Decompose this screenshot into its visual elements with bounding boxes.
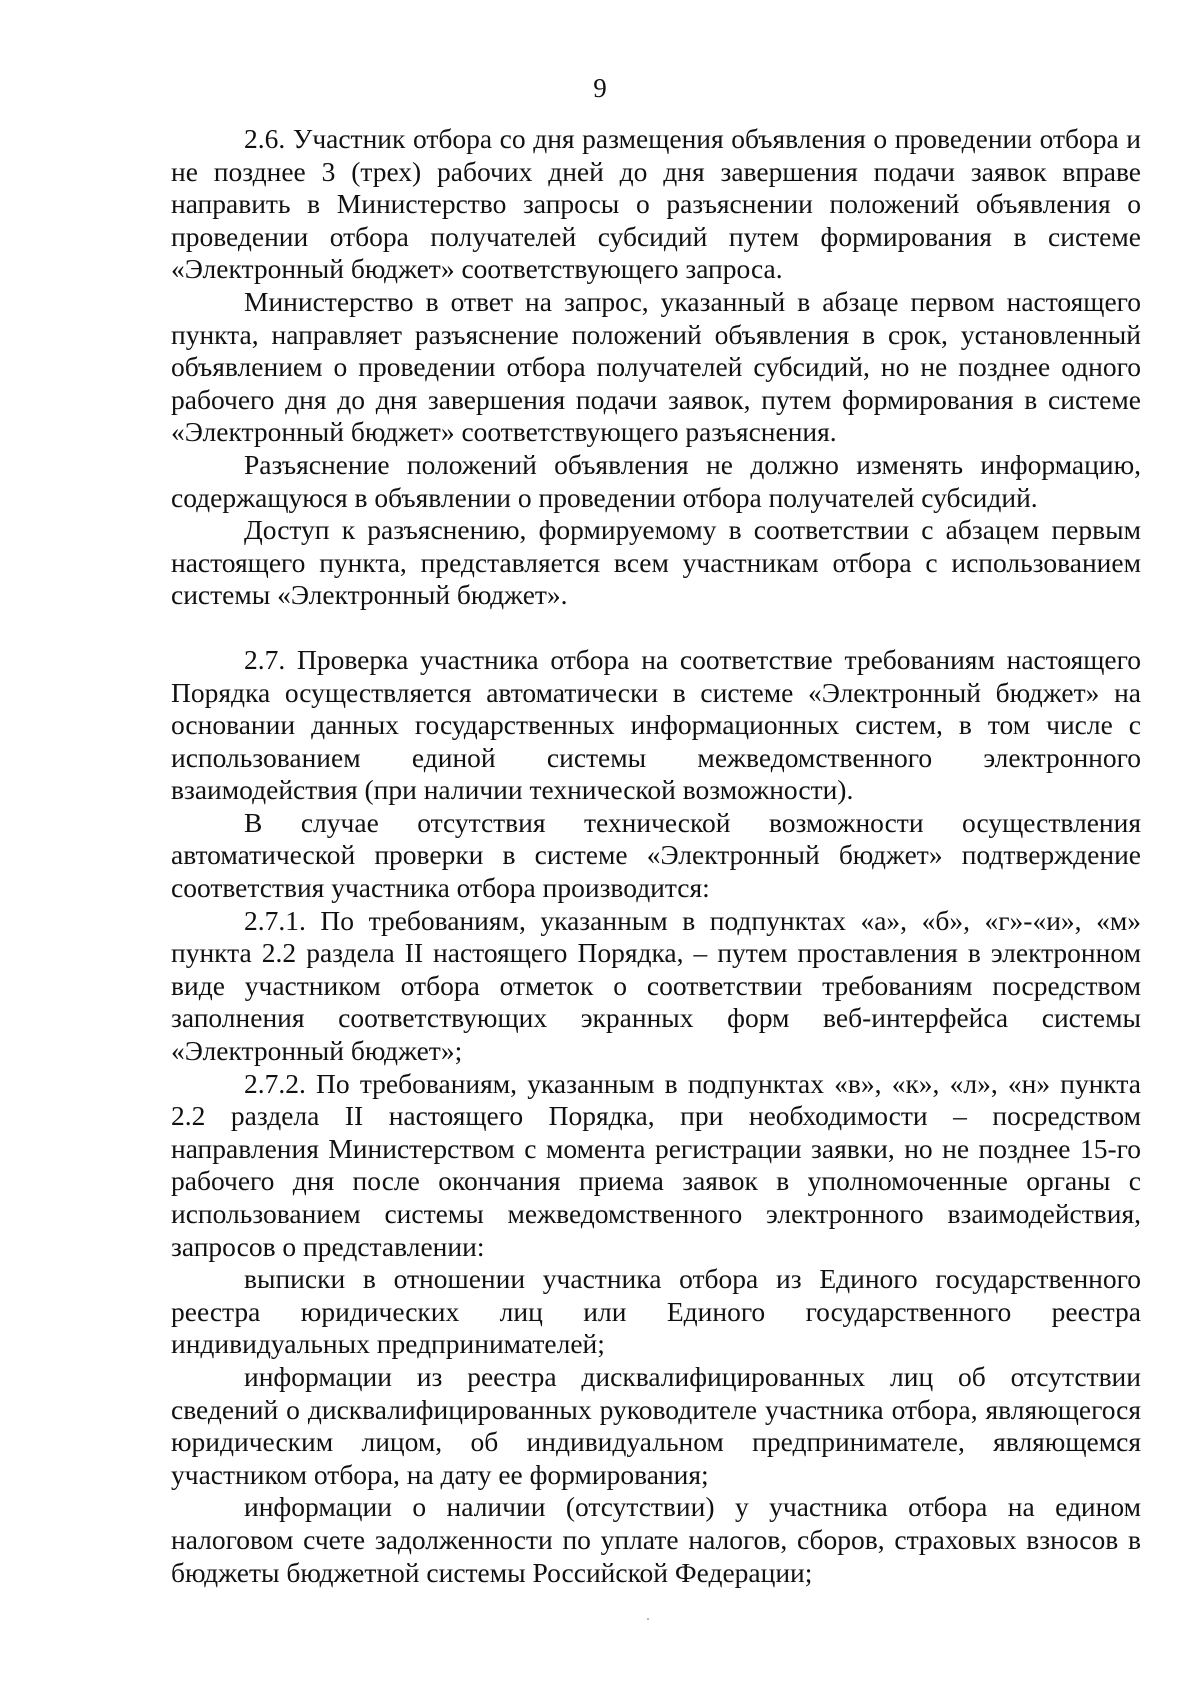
scan-speck xyxy=(647,1618,649,1620)
paragraph-2-6-2: Министерство в ответ на запрос, указанный в абзаце первом настоящего пункта, направляет разъяснение положений объявления в срок, установленный объявлением о проведении отбора получателей субсидий, но не позднее одного рабочего дня до дня завершения подачи заявок, путем формирования в системе «Электронный бюджет» соответствующего разъяснения. xyxy=(171,285,1141,448)
paragraph-disqualified-registry: информации из реестра дисквалифицированных лиц об отсутствии сведений о дисквалифицированных руководителе участника отбора, являющегося юридическим лицом, об индивидуальном предпринимателе, являющемся участником отбора, на дату ее формирования; xyxy=(171,1360,1141,1490)
paragraph-2-6-1: 2.6. Участник отбора со дня размещения объявления о проведении отбора и не позднее 3 (трех) рабочих дней до дня завершения подачи заявок вправе направить в Министерство запросы о разъяснении положений объявления о проведении отбора получателей субсидий путем формирования в системе «Электронный бюджет» соответствующего запроса. xyxy=(171,123,1141,285)
paragraph-2-7-2-sub: 2.7.2. По требованиям, указанным в подпунктах «в», «к», «л», «н» пункта 2.2 раздела II настоящего Порядка, при необходимости – посредством направления Министерством с момента регистрации заявки, но не позднее 15-го рабочего дня после окончания приема заявок в уполномоченные органы с использованием системы межведомственного электронного взаимодействия, запросов о представлении: xyxy=(171,1067,1141,1262)
paragraph-tax-debt: информации о наличии (отсутствии) у участника отбора на едином налоговом счете задолженности по уплате налогов, сборов, страховых взносов в бюджеты бюджетной системы Российской Федерации; xyxy=(171,1491,1141,1588)
paragraph-2-7-2: В случае отсутствия технической возможности осуществления автоматической проверки в системе «Электронный бюджет» подтверждение соответствия участника отбора производится: xyxy=(171,806,1141,904)
paragraph-2-6-4: Доступ к разъяснению, формируемому в соответствии с абзацем первым настоящего пункта, представляется всем участникам отбора с использованием системы «Электронный бюджет». xyxy=(171,514,1141,611)
paragraph-2-6-3: Разъяснение положений объявления не должно изменять информацию, содержащуюся в объявлении о проведении отбора получателей субсидий. xyxy=(171,448,1141,513)
paragraph-2-7-1-sub: 2.7.1. По требованиям, указанным в подпунктах «а», «б», «г»-«и», «м» пункта 2.2 раздела II настоящего Порядка, – путем проставления в электронном виде участником отбора отметок о соответствии требованиям посредством заполнения соответствующих экранных форм веб-интерфейса системы «Электронный бюджет»; xyxy=(171,904,1141,1067)
document-body xyxy=(171,123,1141,1589)
paragraph-egrul-extract: выписки в отношении участника отбора из Единого государственного реестра юридических лиц или Единого государственного реестра индивидуальных предпринимателей; xyxy=(171,1263,1141,1360)
paragraph-2-7-1: 2.7. Проверка участника отбора на соответствие требованиям настоящего Порядка осуществляется автоматически в системе «Электронный бюджет» на основании данных государственных информационных систем, в том числе с использованием единой системы межведомственного электронного взаимодействия (при наличии технической возможности). xyxy=(171,643,1141,806)
page-number: 9 xyxy=(593,73,607,103)
section-gap xyxy=(171,612,1141,644)
